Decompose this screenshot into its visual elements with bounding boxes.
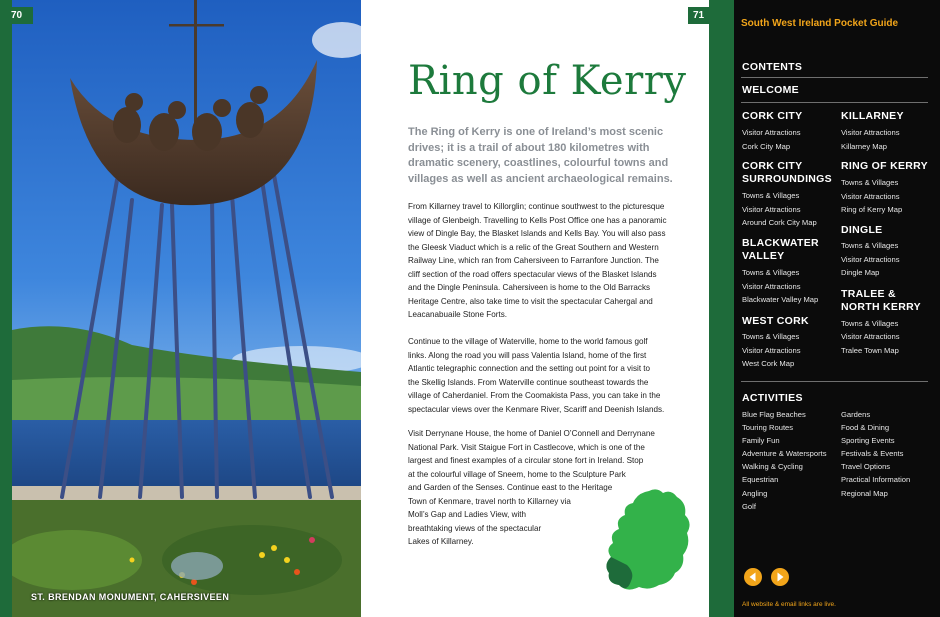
link-tralee-map[interactable]: Tralee Town Map xyxy=(841,346,899,355)
link-blackwater-attractions[interactable]: Visitor Attractions xyxy=(742,282,801,291)
link-west-cork-map[interactable]: West Cork Map xyxy=(742,359,795,368)
divider xyxy=(741,77,928,78)
link-blackwater-towns[interactable]: Towns & Villages xyxy=(742,268,800,277)
activity-link[interactable]: Travel Options xyxy=(841,462,891,471)
section-cork-city-surroundings[interactable]: CORK CITY SURROUNDINGS xyxy=(742,160,832,185)
activity-link[interactable]: Angling xyxy=(742,489,768,498)
guide-title: South West Ireland Pocket Guide xyxy=(741,18,899,29)
activity-link[interactable]: Festivals & Events xyxy=(841,449,904,458)
paragraph-line: Visit Derrynane House, the home of Daniel O’Connell and Derrynane xyxy=(408,429,655,438)
section-ring-of-kerry[interactable]: RING OF KERRY xyxy=(841,160,928,172)
link-kerry-towns[interactable]: Towns & Villages xyxy=(841,178,899,187)
paragraph-line: Leacanabuaile Stone Forts. xyxy=(408,310,507,319)
link-cork-city-map[interactable]: Cork City Map xyxy=(742,142,791,151)
page-number-right: 71 xyxy=(688,7,709,24)
paragraph-line: Heritage Centre, also take time to visit the spectacular Cahergal and xyxy=(408,296,653,306)
links-live-note: All website & email links are live. xyxy=(742,601,836,608)
paragraph-line: view of Dingle Bay, the Blasket Islands and Kells Bay. You will also pass xyxy=(408,229,666,238)
section-west-cork[interactable]: WEST CORK xyxy=(742,315,809,327)
paragraph-line: Atlantic telegraphic connection and the setting out point for a visit to xyxy=(408,364,651,373)
activity-link[interactable]: Practical Information xyxy=(841,475,911,484)
link-dingle-map[interactable]: Dingle Map xyxy=(841,268,880,277)
paragraph-line: National Park. Visit Staigue Fort in Castlecove, which is one of the xyxy=(408,442,645,452)
link-tralee-attractions[interactable]: Visitor Attractions xyxy=(841,332,900,341)
link-dingle-attractions[interactable]: Visitor Attractions xyxy=(841,255,900,264)
section-dingle[interactable]: DINGLE xyxy=(841,224,883,236)
article-paragraph-2 xyxy=(408,335,700,416)
activity-link[interactable]: Sporting Events xyxy=(841,436,895,445)
st-brendan-monument-photo xyxy=(12,0,361,617)
activity-link[interactable]: Food & Dining xyxy=(841,423,890,432)
right-gutter-bar xyxy=(709,0,734,617)
link-surroundings-attractions[interactable]: Visitor Attractions xyxy=(742,205,801,214)
activity-link[interactable]: Regional Map xyxy=(841,489,888,498)
article-title: Ring of Kerry xyxy=(408,58,687,104)
paragraph-line: breathtaking views of the spectacular xyxy=(408,523,542,533)
link-around-cork-map[interactable]: Around Cork City Map xyxy=(742,218,817,227)
link-tralee-towns[interactable]: Towns & Villages xyxy=(841,319,899,328)
photo-caption: ST. BRENDAN MONUMENT, CAHERSIVEEN xyxy=(31,592,230,602)
paragraph-line: From Killarney travel to Killorglin; continue southwest to the picturesque xyxy=(408,202,665,211)
link-kerry-attractions[interactable]: Visitor Attractions xyxy=(841,192,900,201)
page-number-left: 70 xyxy=(0,7,33,24)
paragraph-line: Railway Line, which ran from Cahersiveen to Farranfore Junction. The xyxy=(408,256,659,265)
previous-page-button[interactable] xyxy=(744,568,762,586)
left-gutter-bar xyxy=(0,0,12,617)
left-page xyxy=(0,0,361,617)
paragraph-line: Lakes of Killarney. xyxy=(408,537,474,546)
arrow-left-icon xyxy=(744,568,762,586)
paragraph-line: spectacular views over the Kenmare River, Scariff and Deenish Islands. xyxy=(408,404,665,414)
link-kerry-map[interactable]: Ring of Kerry Map xyxy=(841,205,903,214)
ireland-map-icon xyxy=(601,485,695,599)
paragraph-line: and Garden of the Senses. Continue east to the Heritage xyxy=(408,483,613,492)
paragraph-line: largest and finest examples of a circular stone fort in Ireland. Stop xyxy=(408,456,644,465)
activity-link[interactable]: Walking & Cycling xyxy=(742,462,803,471)
paragraph-line: and the Dingle Peninsula. Cahersiveen is home to the Old Barracks xyxy=(408,283,651,292)
paragraph-line: at the colourful village of Sneem, home to the Sculpture Park xyxy=(408,469,626,479)
arrow-right-icon xyxy=(771,568,789,586)
paragraph-line: the Skellig Islands. From Waterville continue southeast towards the xyxy=(408,377,649,387)
paragraph-line: cliff section of the road offers spectacular views of the Blasket Islands xyxy=(408,269,657,279)
divider xyxy=(741,381,928,382)
contents-heading[interactable]: CONTENTS xyxy=(742,61,803,73)
section-killarney[interactable]: KILLARNEY xyxy=(841,110,904,122)
section-blackwater-valley[interactable]: BLACKWATER VALLEY xyxy=(742,237,819,262)
activity-link[interactable]: Blue Flag Beaches xyxy=(742,410,806,419)
next-page-button[interactable] xyxy=(771,568,789,586)
paragraph-line: the Gleesk Viaduct which is a relic of the Great Southern and Western xyxy=(408,242,659,252)
link-blackwater-map[interactable]: Blackwater Valley Map xyxy=(742,295,819,304)
link-surroundings-towns[interactable]: Towns & Villages xyxy=(742,191,800,200)
paragraph-line: village of Glenbeigh. Travelling to Kells Post Office one has a panoramic xyxy=(408,215,667,225)
link-killarney-map[interactable]: Killarney Map xyxy=(841,142,888,151)
paragraph-line: Moll’s Gap and Ladies View, with xyxy=(408,510,527,519)
link-west-cork-towns[interactable]: Towns & Villages xyxy=(742,332,800,341)
section-tralee-north-kerry[interactable]: TRALEE & NORTH KERRY xyxy=(841,288,921,313)
welcome-link[interactable]: WELCOME xyxy=(742,84,799,96)
section-cork-city[interactable]: CORK CITY xyxy=(742,110,803,122)
link-dingle-towns[interactable]: Towns & Villages xyxy=(841,241,899,250)
link-killarney-attractions[interactable]: Visitor Attractions xyxy=(841,128,900,137)
activity-link[interactable]: Equestrian xyxy=(742,475,779,484)
activity-link[interactable]: Touring Routes xyxy=(742,423,794,432)
activity-link[interactable]: Adventure & Watersports xyxy=(742,449,827,458)
activities-heading[interactable]: ACTIVITIES xyxy=(742,392,803,404)
article-intro: The Ring of Kerry is one of Ireland’s most scenic drives; it is a trail of about 180 kilometres with dramatic scenery, coastlines, colourful towns and villages as well as ancient archaeological remains. xyxy=(408,126,673,185)
article-paragraph-1 xyxy=(408,200,700,322)
link-cork-city-attractions[interactable]: Visitor Attractions xyxy=(742,128,801,137)
paragraph-line: Town of Kenmare, travel north to Killarney via xyxy=(408,496,571,506)
activity-link[interactable]: Family Fun xyxy=(742,436,780,445)
link-west-cork-attractions[interactable]: Visitor Attractions xyxy=(742,346,801,355)
activity-link[interactable]: Gardens xyxy=(841,410,871,419)
paragraph-line: links. Along the road you will pass Valentia Island, home of the first xyxy=(408,350,647,360)
activity-link[interactable]: Golf xyxy=(742,502,756,511)
divider xyxy=(741,102,928,103)
paragraph-line: Continue to the village of Waterville, home to the world famous golf xyxy=(408,337,648,346)
paragraph-line: village of Caherdaniel. From the Coomakista Pass, you can take in the xyxy=(408,391,661,400)
